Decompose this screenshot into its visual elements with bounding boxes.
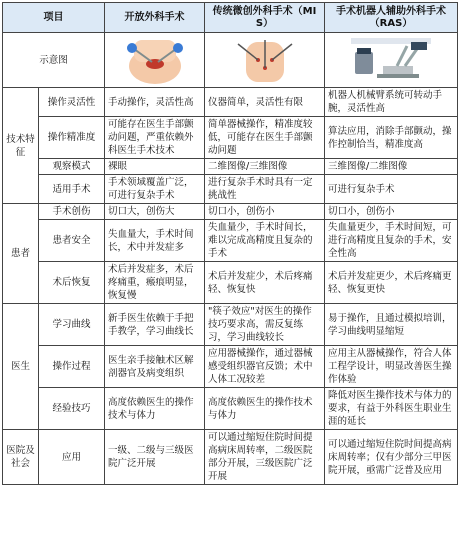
table-row <box>3 88 458 117</box>
cell-ras: 算法应用，消除手部颤动，操作控制恰当，精准度高 <box>325 117 458 159</box>
group-label: 技术特征 <box>3 88 39 204</box>
cell-mis: 简单器械操作，精准度较低，可能存在医生手部颤动问题 <box>205 117 325 159</box>
cell-ras: 降低对医生操作技术与体力的要求，有益于外科医生职业生涯的延长 <box>325 388 458 430</box>
cell-open: 术后并发症多，术后疼痛重，瘢痕明显，恢复慢 <box>105 262 205 304</box>
comparison-table <box>2 2 458 485</box>
cell-ras: 应用主从器械操作，符合人体工程学设计，明显改善医生操作体验 <box>325 346 458 388</box>
header-row <box>3 3 458 33</box>
cell-open: 切口大，创伤大 <box>105 204 205 220</box>
diagram-row <box>3 33 458 88</box>
cell-mis: 高度依赖医生的操作技术与体力 <box>205 388 325 430</box>
cell-mis: 术后并发症少，术后疼痛轻、恢复快 <box>205 262 325 304</box>
mis-surgery-illustration <box>205 33 325 88</box>
cell-mis: 仪器简单，灵活性有限 <box>205 88 325 117</box>
robotic-surgery-illustration <box>325 33 458 88</box>
table-row <box>3 117 458 159</box>
row-label: 手术创伤 <box>39 204 105 220</box>
group-label: 医生 <box>3 304 39 430</box>
cell-mis: 切口小，创伤小 <box>205 204 325 220</box>
cell-ras: 可进行复杂手术 <box>325 175 458 204</box>
row-label: 操作精准度 <box>39 117 105 159</box>
cell-mis: 二维图像/三维图像 <box>205 159 325 175</box>
row-label: 经验技巧 <box>39 388 105 430</box>
table-row <box>3 304 458 346</box>
cell-open: 新手医生依赖于手把手教学，学习曲线长 <box>105 304 205 346</box>
cell-open: 手动操作，灵活性高 <box>105 88 205 117</box>
cell-ras: 切口小，创伤小 <box>325 204 458 220</box>
header-ras: 手术机器人辅助外科手术（RAS） <box>325 3 458 33</box>
cell-open: 裸眼 <box>105 159 205 175</box>
row-label: 操作灵活性 <box>39 88 105 117</box>
cell-open: 失血量大，手术时间长，术中并发症多 <box>105 220 205 262</box>
row-label: 患者安全 <box>39 220 105 262</box>
cell-ras: 术后并发症更少，术后疼痛更轻、恢复更快 <box>325 262 458 304</box>
cell-open: 高度依赖医生的操作技术与体力 <box>105 388 205 430</box>
open-surgery-illustration <box>105 33 205 88</box>
table-row <box>3 220 458 262</box>
cell-open: 可能存在医生手部颤动问题，严重依赖外科医生手术技术 <box>105 117 205 159</box>
cell-mis: 进行复杂手术时具有一定挑战性 <box>205 175 325 204</box>
cell-open: 一级、二级与三级医院广泛开展 <box>105 430 205 485</box>
cell-mis: "筷子效应"对医生的操作技巧要求高，需反复练习，学习曲线较长 <box>205 304 325 346</box>
header-item: 项目 <box>3 3 105 33</box>
table-row <box>3 262 458 304</box>
table-row <box>3 159 458 175</box>
group-label: 医院及社会 <box>3 430 39 485</box>
cell-open: 手术领域覆盖广泛，可进行复杂手术 <box>105 175 205 204</box>
row-label: 操作过程 <box>39 346 105 388</box>
row-label: 学习曲线 <box>39 304 105 346</box>
row-label: 应用 <box>39 430 105 485</box>
cell-mis: 应用器械操作，通过器械感受组织器官反馈；术中人体工况较差 <box>205 346 325 388</box>
diagram-row-label: 示意图 <box>3 33 105 88</box>
cell-mis: 可以通过缩短住院时间提高病床周转率，二级医院部分开展，三级医院广泛开展 <box>205 430 325 485</box>
cell-ras: 机器人机械臂系统可转动手腕，灵活性高 <box>325 88 458 117</box>
group-label: 患者 <box>3 204 39 304</box>
table-row <box>3 204 458 220</box>
cell-open: 医生亲手接触术区解剖器官及病变组织 <box>105 346 205 388</box>
cell-ras: 失血量更少，手术时间短，可进行高精度且复杂的手术，安全性高 <box>325 220 458 262</box>
row-label: 观察模式 <box>39 159 105 175</box>
row-label: 术后恢复 <box>39 262 105 304</box>
header-mis: 传统微创外科手术（MIS） <box>205 3 325 33</box>
cell-ras: 三维图像/二维图像 <box>325 159 458 175</box>
table-row <box>3 175 458 204</box>
table-row <box>3 346 458 388</box>
cell-ras: 易于操作，且通过模拟培训，学习曲线明显缩短 <box>325 304 458 346</box>
cell-mis: 失血量少，手术时间长，难以完成高精度且复杂的手术 <box>205 220 325 262</box>
table-row <box>3 430 458 485</box>
row-label: 适用手术 <box>39 175 105 204</box>
header-open-surgery: 开放外科手术 <box>105 3 205 33</box>
table-row <box>3 388 458 430</box>
cell-ras: 可以通过缩短住院时间提高病床周转率；仅有少部分三甲医院开展，亟需广泛普及应用 <box>325 430 458 485</box>
